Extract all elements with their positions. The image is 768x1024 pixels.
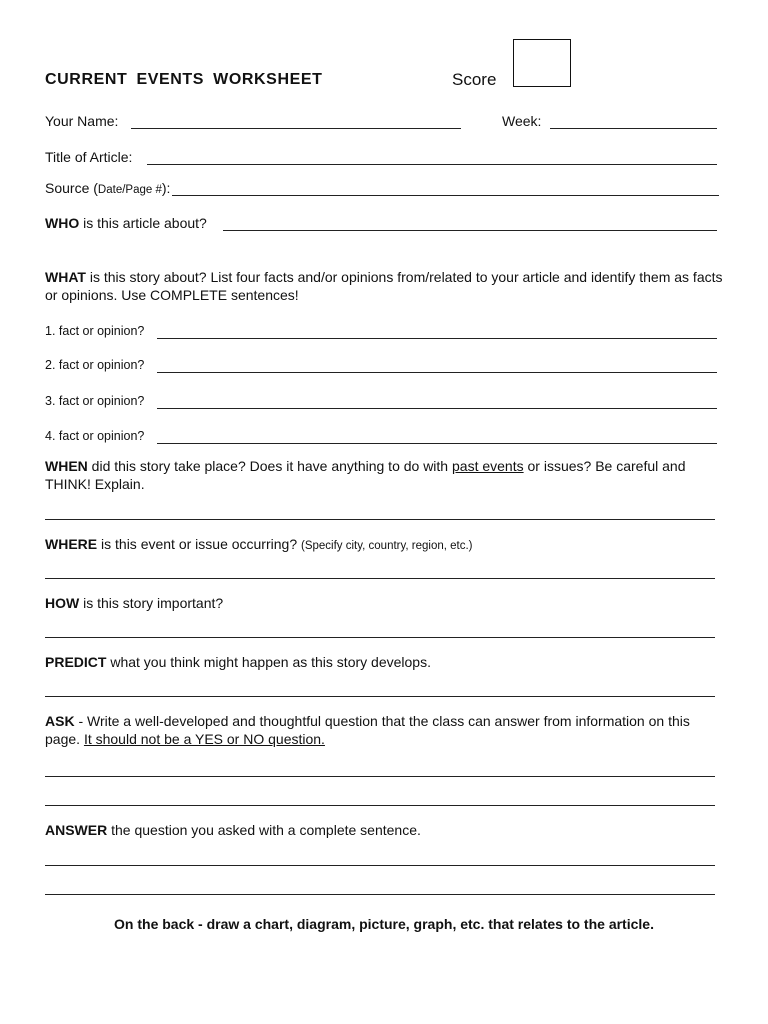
where-note: (Specify city, country, region, etc.) xyxy=(301,540,473,552)
article-title-label: Title of Article: xyxy=(45,149,133,165)
when-keyword: WHEN xyxy=(45,458,88,474)
fact-opinion-label-2: 2. fact or opinion? xyxy=(45,358,145,372)
who-field[interactable] xyxy=(223,214,717,231)
answer-line-1[interactable] xyxy=(45,865,715,866)
ask-keyword: ASK xyxy=(45,713,75,729)
score-box[interactable] xyxy=(513,39,571,87)
when-text-2: or issues? Be careful and THINK! Explain. xyxy=(45,458,686,492)
ask-text: - Write a well-developed and thoughtful question that the class can answer from information on this page. xyxy=(45,713,690,747)
score-label: Score xyxy=(452,70,497,89)
fact-opinion-field-2[interactable] xyxy=(157,356,717,373)
predict-keyword: PREDICT xyxy=(45,654,107,670)
fact-opinion-label-1: 1. fact or opinion? xyxy=(45,324,145,338)
answer-question xyxy=(45,821,421,839)
who-keyword: WHO xyxy=(45,215,80,231)
where-question xyxy=(45,535,473,555)
source-label-small: Date/Page # xyxy=(97,184,162,196)
answer-text: the question you asked with a complete sentence. xyxy=(107,822,421,838)
worksheet-title: CURRENT EVENTS WORKSHEET xyxy=(45,71,323,88)
who-question xyxy=(45,214,207,232)
source-field[interactable] xyxy=(172,179,719,196)
predict-text: what you think might happen as this story develops. xyxy=(106,654,431,670)
week-field[interactable] xyxy=(550,112,717,129)
answer-line-2[interactable] xyxy=(45,894,715,895)
how-question xyxy=(45,594,223,612)
ask-question xyxy=(45,712,725,748)
when-question xyxy=(45,457,725,493)
fact-opinion-label-4: 4. fact or opinion? xyxy=(45,429,145,443)
how-text: is this story important? xyxy=(79,595,224,611)
article-title-field[interactable] xyxy=(147,148,717,165)
ask-underlined: It should not be a YES or NO question. xyxy=(83,731,325,747)
predict-question xyxy=(45,653,431,671)
where-answer-line[interactable] xyxy=(45,578,715,579)
ask-answer-line-1[interactable] xyxy=(45,776,715,777)
predict-answer-line[interactable] xyxy=(45,696,715,697)
fact-opinion-field-3[interactable] xyxy=(157,392,717,409)
footer-instruction: On the back - draw a chart, diagram, picture, graph, etc. that relates to the article. xyxy=(114,916,654,932)
how-answer-line[interactable] xyxy=(45,637,715,638)
where-text: is this event or issue occurring? xyxy=(97,536,301,552)
week-label: Week: xyxy=(502,113,542,129)
where-keyword: WHERE xyxy=(45,536,98,552)
fact-opinion-label-3: 3. fact or opinion? xyxy=(45,394,145,408)
when-text-1: did this story take place? Does it have anything to do with xyxy=(87,458,452,474)
how-keyword: HOW xyxy=(45,595,80,611)
source-label xyxy=(45,179,170,199)
what-keyword: WHAT xyxy=(45,269,86,285)
fact-opinion-field-4[interactable] xyxy=(157,427,717,444)
source-label-start: Source ( xyxy=(45,180,98,196)
source-label-end: ): xyxy=(161,180,171,196)
when-answer-line[interactable] xyxy=(45,519,715,520)
what-question xyxy=(45,268,725,304)
name-label: Your Name: xyxy=(45,113,119,129)
fact-opinion-field-1[interactable] xyxy=(157,322,717,339)
who-text: is this article about? xyxy=(79,215,207,231)
ask-answer-line-2[interactable] xyxy=(45,805,715,806)
name-field[interactable] xyxy=(131,112,461,129)
answer-keyword: ANSWER xyxy=(45,822,108,838)
what-text: is this story about? List four facts and/or opinions from/related to your article and identify them as facts or opinions. Use COMPLETE sentences! xyxy=(45,269,723,303)
when-underlined: past events xyxy=(452,458,524,474)
